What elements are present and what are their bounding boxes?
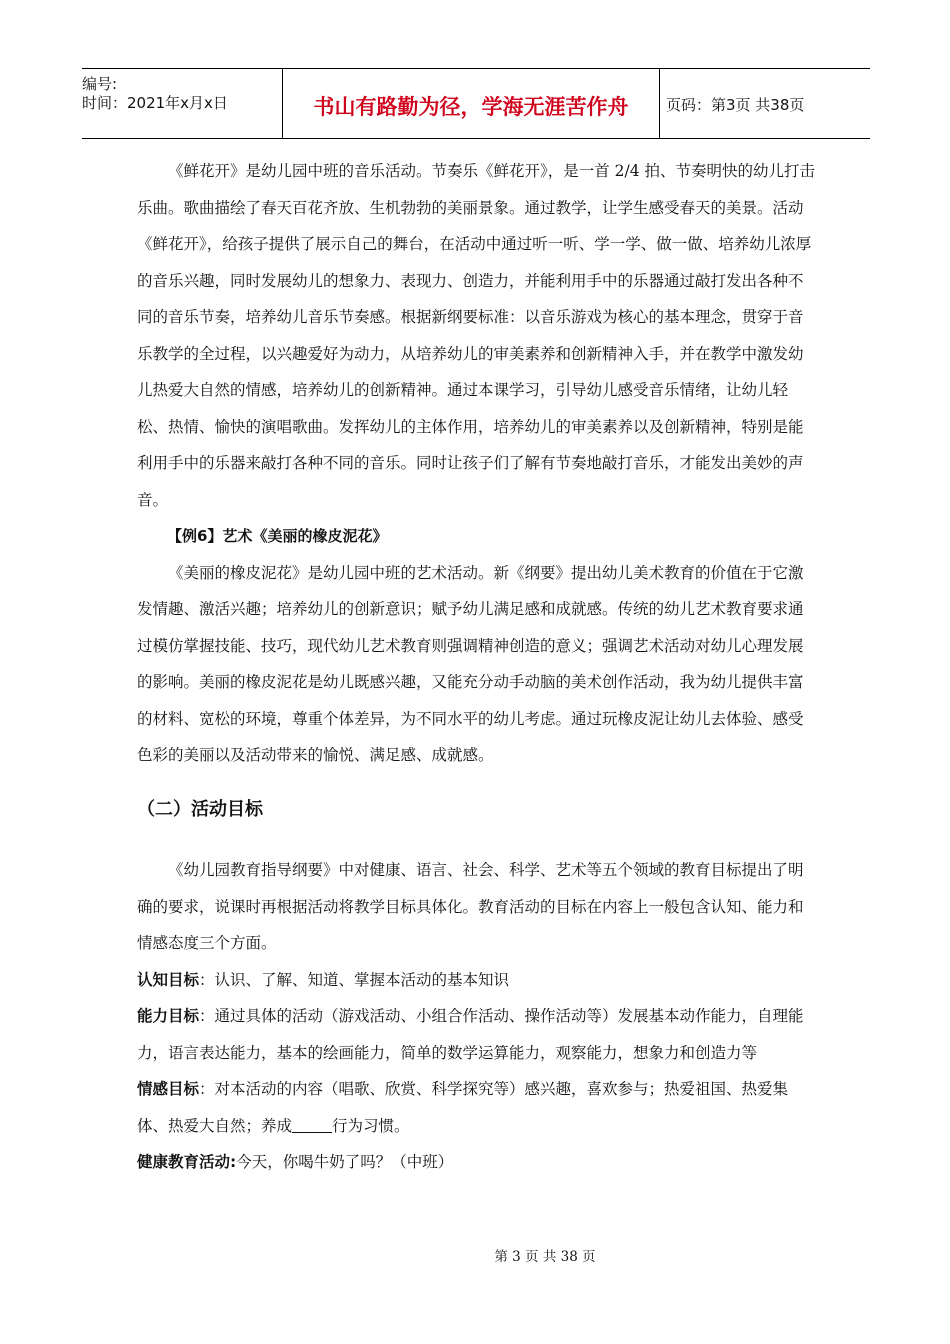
ability-goal-label: 能力目标 — [137, 1007, 200, 1025]
header-motto: 书山有路勤为径，学海无涯苦作舟 — [283, 69, 660, 138]
health-activity-text: 今天，你喝牛奶了吗？（中班） — [236, 1153, 454, 1171]
serial-label: 编号: — [82, 75, 118, 93]
emotion-goal — [137, 1071, 817, 1144]
page-footer: 第 3 页 共 38 页 — [494, 1249, 596, 1265]
paragraph-goals-intro: 《幼儿园教育指导纲要》中对健康、语言、社会、科学、艺术等五个领域的教育目标提出了明确的要求，说课时再根据活动将教学目标具体化。教育活动的目标在内容上一般包含认知、能力和情感态度三个方面。 — [137, 861, 804, 952]
emotion-goal-label: 情感目标 — [137, 1080, 200, 1098]
cognitive-goal — [137, 962, 817, 999]
section-heading-goals: （二）活动目标 — [137, 798, 263, 820]
paragraph-flower-music: 《鲜花开》是幼儿园中班的音乐活动。节奏乐《鲜花开》，是一首 2/4 拍、节奏明快的幼儿打击乐曲。歌曲描绘了春天百花齐放、生机勃勃的美丽景象。通过教学，让学生感受春天的美景。活动《鲜花开》，给孩子提供了展示自己的舞台，在活动中通过听一听、学一学、做一做、培养幼儿浓厚的音乐兴趣，同时发展幼儿的想象力、表现力、创造力，并能利用手中的乐器通过敲打发出各种不同的音乐节奏，培养幼儿音乐节奏感。根据新纲要标准：以音乐游戏为核心的基本理念，贯穿于音乐教学的全过程，以兴趣爱好为动力，从培养幼儿的审美素养和创新精神入手，并在教学中激发幼儿热爱大自然的情感，培养幼儿的创新精神。通过本课学习，引导幼儿感受音乐情绪，让幼儿轻松、热情、愉快的演唱歌曲。发挥幼儿的主体作用，培养幼儿的审美素养以及创新精神，特别是能利用手中的乐器来敲打各种不同的音乐。同时让孩子们了解有节奏地敲打音乐，才能发出美妙的声音。 — [137, 162, 816, 509]
health-activity-label: 健康教育活动: — [137, 1153, 237, 1171]
paragraph-clay-flower: 《美丽的橡皮泥花》是幼儿园中班的艺术活动。新《纲要》提出幼儿美术教育的价值在于它激发情趣、激活兴趣；培养幼儿的创新意识；赋予幼儿满足感和成就感。传统的幼儿艺术教育要求通过模仿掌握技能、技巧，现代幼儿艺术教育则强调精神创造的意义；强调艺术活动对幼儿心理发展的影响。美丽的橡皮泥花是幼儿既感兴趣，又能充分动手动脑的美术创作活动，我为幼儿提供丰富的材料、宽松的环境，尊重个体差异，为不同水平的幼儿考虑。通过玩橡皮泥让幼儿去体验、感受色彩的美丽以及活动带来的愉悦、满足感、成就感。 — [137, 563, 804, 764]
emotion-goal-text-b: 行为习惯。 — [332, 1116, 410, 1135]
document-body — [137, 153, 817, 1181]
time-label: 时间：2021年x月x日 — [82, 94, 228, 112]
ability-goal-text: ：通过具体的活动（游戏活动、小组合作活动、操作活动等）发展基本动作能力，自理能力，语言表达能力，基本的绘画能力，简单的数学运算能力，观察能力，想象力和创造力等 — [137, 1007, 804, 1062]
cognitive-goal-label: 认知目标 — [137, 970, 200, 989]
header-page-info: 页码：第3页 共38页 — [666, 96, 805, 114]
health-activity — [137, 1144, 817, 1181]
page-header — [82, 68, 870, 139]
fill-in-blank — [292, 1116, 332, 1133]
ability-goal — [137, 998, 817, 1071]
example-6-heading: 【例6】艺术《美丽的橡皮泥花》 — [167, 527, 388, 545]
header-meta — [82, 69, 283, 138]
cognitive-goal-text: ：认识、了解、知道、掌握本活动的基本知识 — [199, 970, 510, 989]
emotion-goal-text-a: ：对本活动的内容（唱歌、欣赏、科学探究等）感兴趣，喜欢参与；热爱祖国、热爱集体、热爱大自然；养成 — [137, 1080, 789, 1135]
